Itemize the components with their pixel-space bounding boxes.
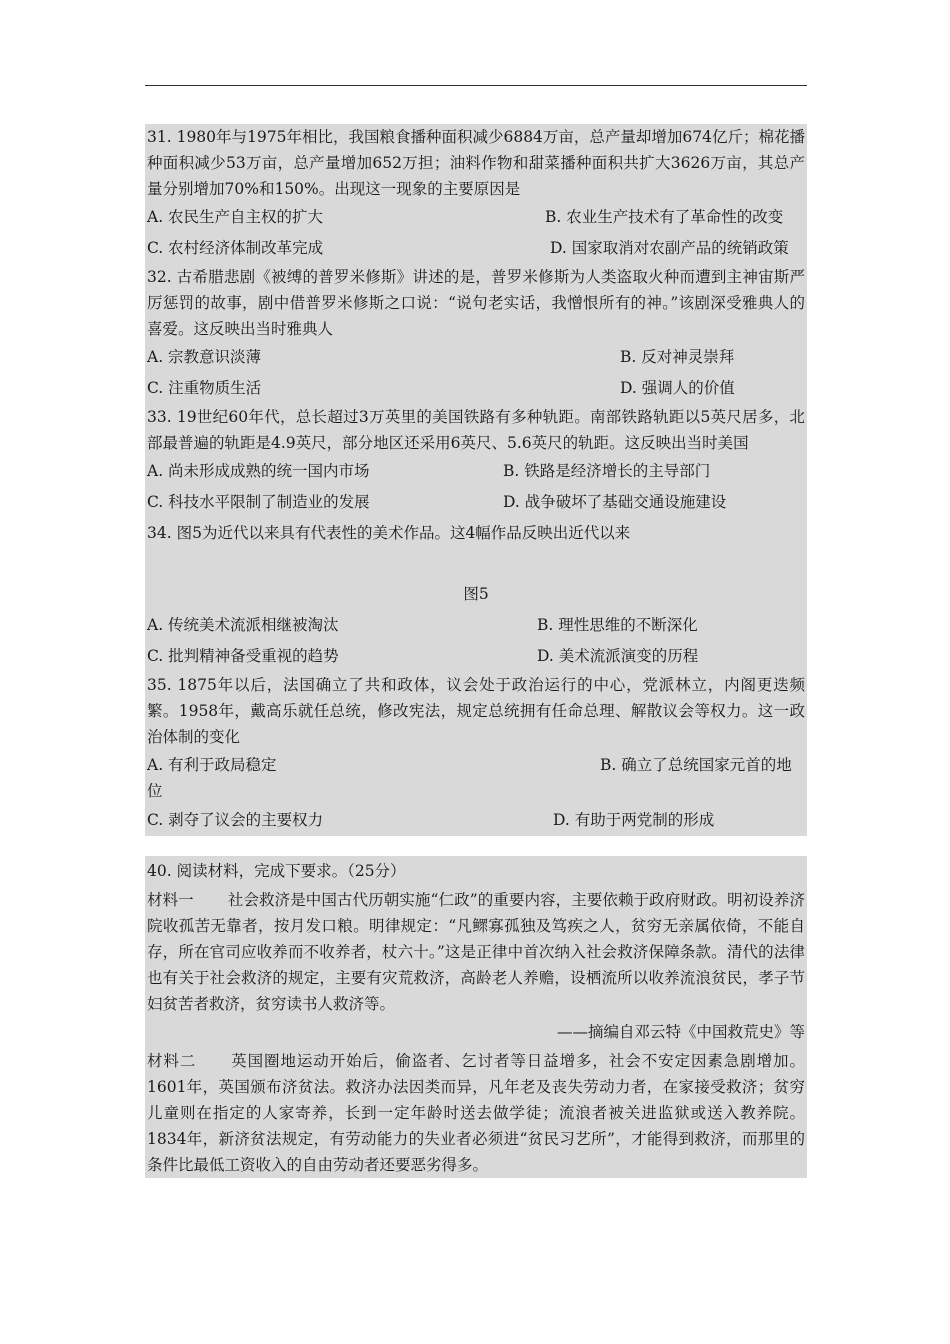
section-gap — [145, 836, 807, 856]
question-35-option-a[interactable]: A. 有利于政局稳定 — [147, 756, 277, 774]
question-31-option-d[interactable]: D. 国家取消对农副产品的统销政策 — [550, 239, 789, 257]
question-31-option-b[interactable]: B. 农业生产技术有了革命性的改变 — [545, 208, 784, 226]
question-33-options-row-2 — [145, 487, 807, 518]
question-35-options-row-1 — [145, 750, 807, 781]
question-34-options-row-1 — [145, 610, 807, 641]
question-35-option-b[interactable]: B. 确立了总统国家元首的地 — [600, 756, 792, 774]
question-31-option-c[interactable]: C. 农村经济体制改革完成 — [147, 239, 324, 257]
question-32-option-b[interactable]: B. 反对神灵崇拜 — [620, 348, 735, 366]
question-40-title: 40. 阅读材料，完成下要求。（25分） — [145, 856, 807, 887]
header-rule — [145, 85, 807, 86]
material-2 — [145, 1048, 807, 1178]
material-1-source-text: ——摘编自邓云特《中国救荒史》等 — [556, 1023, 805, 1041]
exam-page — [145, 124, 807, 1178]
question-32-option-a[interactable]: A. 宗教意识淡薄 — [147, 348, 262, 366]
question-32-options-row-2 — [145, 373, 807, 404]
question-31-options-row-1 — [145, 202, 807, 233]
question-35-option-d[interactable]: D. 有助于两党制的形成 — [553, 811, 715, 829]
material-2-label: 材料二 — [147, 1052, 197, 1070]
question-32-option-c[interactable]: C. 注重物质生活 — [147, 379, 262, 397]
question-35-options-row-1b — [145, 781, 807, 805]
question-33-stem: 33. 19世纪60年代，总长超过3万英里的美国铁路有多种轨距。南部铁路轨距以5英尺居多，北部最普遍的轨距是4.9英尺，部分地区还采用6英尺、5.6英尺的轨距。这反映出当时美国 — [145, 404, 807, 456]
question-33-option-a[interactable]: A. 尚未形成成熟的统一国内市场 — [147, 462, 370, 480]
question-34-figure-area — [145, 549, 807, 579]
figure-5-caption: 图5 — [463, 585, 489, 603]
question-34-option-c[interactable]: C. 批判精神备受重视的趋势 — [147, 647, 339, 665]
question-32-option-d[interactable]: D. 强调人的价值 — [620, 379, 735, 397]
question-34-figure-caption — [145, 579, 807, 610]
question-34-options-row-2 — [145, 641, 807, 672]
question-34-stem: 34. 图5为近代以来具有代表性的美术作品。这4幅作品反映出近代以来 — [145, 518, 807, 549]
material-2-text: 英国圈地运动开始后，偷盗者、乞讨者等日益增多，社会不安定因素急剧增加。1601年，英国颁布济贫法。救济办法因类而异，凡年老及丧失劳动力者，在家接受救济；贫穷儿童则在指定的人家寄养，长到一定年龄时送去做学徒；流浪者被关进监狱或送入教养院。1834年，新济贫法规定，有劳动能力的失业者必须进“贫民习艺所”，才能得到救济，而那里的条件比最低工资收入的自由劳动者还要恶劣得多。 — [147, 1052, 805, 1174]
material-1 — [145, 887, 807, 1017]
question-33-option-d[interactable]: D. 战争破坏了基础交通设施建设 — [503, 493, 727, 511]
question-31-options-row-2 — [145, 233, 807, 264]
question-31-option-a[interactable]: A. 农民生产自主权的扩大 — [147, 208, 324, 226]
question-35-stem: 35. 1875年以后，法国确立了共和政体，议会处于政治运行的中心，党派林立，内阁更迭频繁。1958年，戴高乐就任总统，修改宪法，规定总统拥有任命总理、解散议会等权力。这一政治体制的变化 — [145, 672, 807, 750]
material-1-label: 材料一 — [147, 891, 194, 909]
question-32-stem: 32. 古希腊悲剧《被缚的普罗米修斯》讲述的是，普罗米修斯为人类盗取火种而遭到主神宙斯严厉惩罚的故事，剧中借普罗米修斯之口说：“说句老实话，我憎恨所有的神。”该剧深受雅典人的喜爱。这反映出当时雅典人 — [145, 264, 807, 342]
question-33-option-b[interactable]: B. 铁路是经济增长的主导部门 — [503, 462, 711, 480]
question-35-options-row-2 — [145, 805, 807, 836]
question-34-option-d[interactable]: D. 美术流派演变的历程 — [537, 647, 699, 665]
question-33-options-row-1 — [145, 456, 807, 487]
question-35-option-c[interactable]: C. 剥夺了议会的主要权力 — [147, 811, 324, 829]
question-33-option-c[interactable]: C. 科技水平限制了制造业的发展 — [147, 493, 370, 511]
question-34-option-b[interactable]: B. 理性思维的不断深化 — [537, 616, 698, 634]
question-34-option-a[interactable]: A. 传统美术流派相继被淘汰 — [147, 616, 339, 634]
question-31-stem: 31. 1980年与1975年相比，我国粮食播种面积减少6884万亩，总产量却增加674亿斤；棉花播种面积减少53万亩，总产量增加652万担；油料作物和甜菜播种面积共扩大3626万亩，其总产量分别增加70%和150%。出现这一现象的主要原因是 — [145, 124, 807, 202]
question-32-options-row-1 — [145, 342, 807, 373]
material-1-text: 社会救济是中国古代历朝实施“仁政”的重要内容，主要依赖于政府财政。明初设养济院收孤苦无靠者，按月发口粮。明律规定：“凡鳏寡孤独及笃疾之人，贫穷无亲属依倚，不能自存，所在官司应收养而不收养者，杖六十。”这是正律中首次纳入社会救济保障条款。清代的法律也有关于社会救济的规定，主要有灾荒救济，高龄老人养赡，设栖流所以收养流浪贫民，孝子节妇贫苦者救济，贫穷读书人救济等。 — [147, 891, 805, 1013]
material-1-source — [145, 1017, 807, 1048]
question-35-option-b-wrap: 位 — [147, 782, 163, 800]
